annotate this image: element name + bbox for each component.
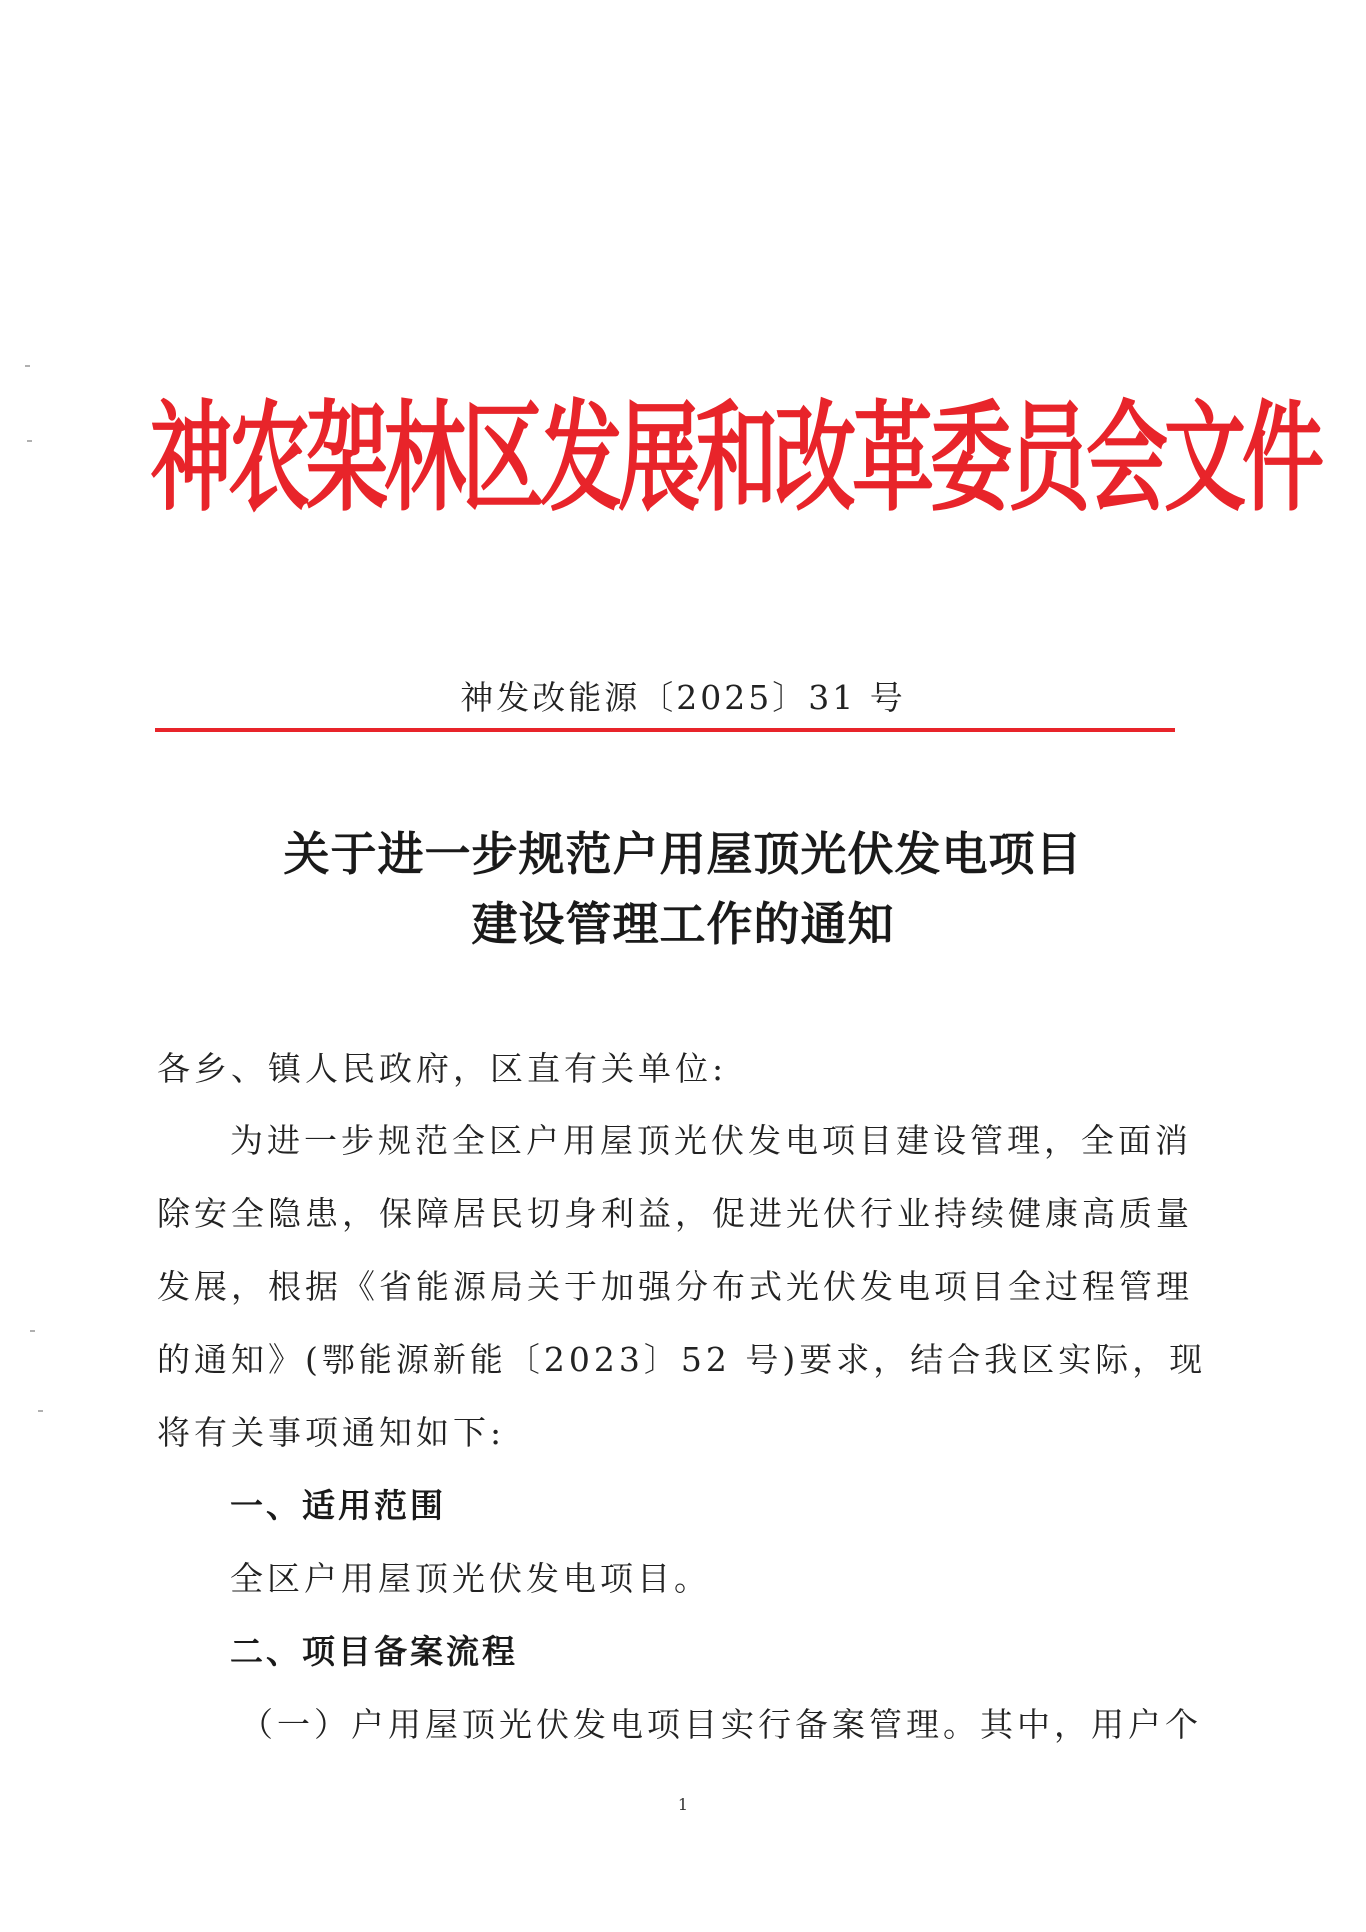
document-number: 神发改能源〔2025〕31 号	[460, 678, 906, 717]
red-separator-line	[155, 728, 1175, 732]
issuing-authority-header: 神农架林区发展和改革委员会文件	[150, 390, 1321, 529]
paragraph-1-line-4: 的通知》(鄂能源新能〔2023〕52 号)要求，结合我区实际，现	[157, 1340, 1207, 1379]
paragraph-1-line-1: 为进一步规范全区户用屋顶光伏发电项目建设管理，全面消	[230, 1121, 1192, 1160]
section-1-heading: 一、适用范围	[230, 1486, 446, 1525]
paragraph-1-line-5: 将有关事项通知如下:	[157, 1413, 506, 1452]
page-number: 1	[677, 1795, 689, 1814]
scan-artifact	[25, 365, 30, 367]
scan-artifact	[27, 440, 32, 442]
scan-artifact	[30, 1330, 35, 1332]
scan-artifact	[38, 1410, 43, 1412]
paragraph-1-line-2: 除安全隐患，保障居民切身利益，促进光伏行业持续健康高质量	[157, 1194, 1193, 1233]
section-2-heading: 二、项目备案流程	[230, 1632, 518, 1671]
paragraph-1-line-3: 发展，根据《省能源局关于加强分布式光伏发电项目全过程管理	[157, 1267, 1193, 1306]
notice-title-line-1: 关于进一步规范户用屋顶光伏发电项目	[283, 827, 1083, 881]
notice-title-line-2: 建设管理工作的通知	[471, 897, 895, 951]
section-2-text: （一）户用屋顶光伏发电项目实行备案管理。其中，用户个	[240, 1705, 1202, 1744]
addressee-line: 各乡、镇人民政府，区直有关单位:	[157, 1049, 728, 1088]
section-1-text: 全区户用屋顶光伏发电项目。	[230, 1559, 711, 1598]
